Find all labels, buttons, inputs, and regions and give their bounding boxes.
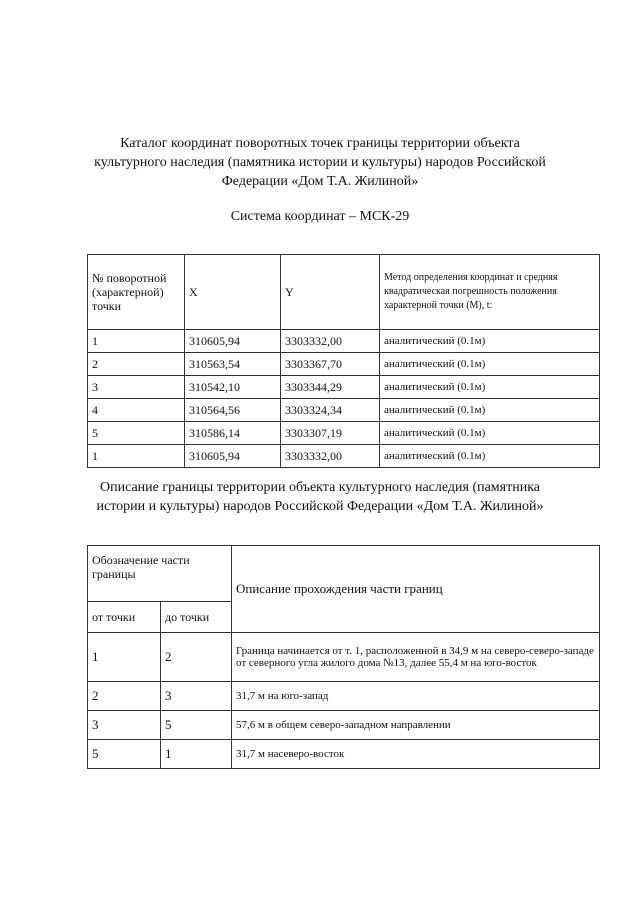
- cell-x: 310605,94: [185, 330, 281, 353]
- header-method: Метод определения координат и средняя квадратическая погрешность положения характерной точки (M), t:: [380, 255, 600, 330]
- catalog-title-line: Каталог координат поворотных точек границы территории объекта: [120, 136, 520, 151]
- table-header-row: [88, 255, 600, 330]
- cell-description: 31,7 м на юго-запад: [232, 682, 600, 711]
- cell-to: 1: [161, 740, 232, 769]
- table-row: [88, 376, 600, 399]
- cell-x: 310586,14: [185, 422, 281, 445]
- header-to: до точки: [161, 602, 232, 633]
- table-row: [88, 445, 600, 468]
- cell-from: 2: [88, 682, 161, 711]
- cell-x: 310542,10: [185, 376, 281, 399]
- header-point: № поворотной (характерной) точки: [88, 255, 185, 330]
- header-x: X: [185, 255, 281, 330]
- catalog-title-line: культурного наследия (памятника истории и культуры) народов Российской: [94, 155, 546, 170]
- cell-y: 3303332,00: [281, 330, 380, 353]
- cell-point: 3: [88, 376, 185, 399]
- cell-method: аналитический (0.1м): [380, 445, 600, 468]
- table-header-row: [88, 546, 600, 602]
- cell-method: аналитический (0.1м): [380, 376, 600, 399]
- cell-y: 3303332,00: [281, 445, 380, 468]
- catalog-title-line: Федерации «Дом Т.А. Жилиной»: [221, 174, 419, 189]
- table-row: [88, 682, 600, 711]
- cell-y: 3303307,19: [281, 422, 380, 445]
- cell-point: 1: [88, 330, 185, 353]
- cell-description: 57,6 м в общем северо-западном направлении: [232, 711, 600, 740]
- cell-point: 4: [88, 399, 185, 422]
- table-row: [88, 330, 600, 353]
- cell-y: 3303367,70: [281, 353, 380, 376]
- header-from: от точки: [88, 602, 161, 633]
- cell-method: аналитический (0.1м): [380, 353, 600, 376]
- border-description-title-line: истории и культуры) народов Российской Федерации «Дом Т.А. Жилиной»: [96, 499, 544, 514]
- cell-description: Граница начинается от т. 1, расположенной в 34,9 м на северо-северо-западе от северного угла жилого дома №13, далее 55,4 м на юго-восток: [232, 633, 600, 682]
- header-description: Описание прохождения части границ: [232, 546, 600, 633]
- cell-to: 3: [161, 682, 232, 711]
- table-row: [88, 399, 600, 422]
- table-row: [88, 711, 600, 740]
- cell-description: 31,7 м насеверо-восток: [232, 740, 600, 769]
- border-parts-table: [87, 545, 600, 769]
- cell-from: 1: [88, 633, 161, 682]
- cell-y: 3303344,29: [281, 376, 380, 399]
- coordinates-table: [87, 254, 600, 468]
- cell-to: 5: [161, 711, 232, 740]
- header-part: Обозначение части границы: [88, 546, 232, 602]
- cell-point: 5: [88, 422, 185, 445]
- cell-point: 2: [88, 353, 185, 376]
- cell-x: 310605,94: [185, 445, 281, 468]
- cell-x: 310564,56: [185, 399, 281, 422]
- header-y: Y: [281, 255, 380, 330]
- border-description-title-line: Описание границы территории объекта культурного наследия (памятника: [99, 480, 541, 495]
- cell-method: аналитический (0.1м): [380, 399, 600, 422]
- cell-to: 2: [161, 633, 232, 682]
- coordinate-system-label: Система координат – МСК-29: [230, 209, 410, 224]
- cell-from: 3: [88, 711, 161, 740]
- table-row: [88, 422, 600, 445]
- cell-method: аналитический (0.1м): [380, 330, 600, 353]
- cell-point: 1: [88, 445, 185, 468]
- border-description-title: [60, 478, 580, 516]
- cell-from: 5: [88, 740, 161, 769]
- catalog-title: [60, 134, 580, 191]
- table-row: [88, 353, 600, 376]
- cell-method: аналитический (0.1м): [380, 422, 600, 445]
- cell-y: 3303324,34: [281, 399, 380, 422]
- table-row: [88, 633, 600, 682]
- cell-x: 310563,54: [185, 353, 281, 376]
- table-row: [88, 740, 600, 769]
